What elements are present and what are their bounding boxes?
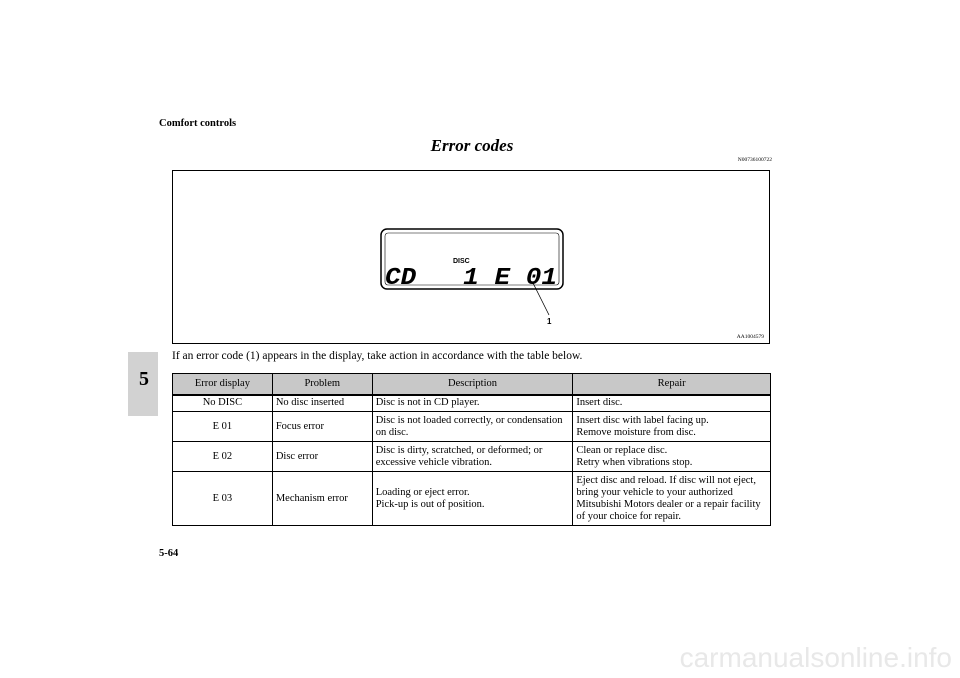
watermark[interactable]: carmanualsonline.info	[679, 642, 952, 673]
cd-display-illustration	[173, 171, 771, 345]
cell-problem: Disc error	[272, 442, 372, 472]
description-line: excessive vehicle vibration.	[375, 456, 493, 468]
table-row	[173, 472, 771, 526]
cell-repair	[573, 442, 771, 472]
cell-repair	[573, 395, 771, 412]
table-row	[173, 412, 771, 442]
repair-line: Retry when vibrations stop.	[576, 456, 693, 468]
figure-frame	[172, 170, 770, 344]
repair-line: of your choice for repair.	[576, 510, 682, 522]
repair-line: Clean or replace disc.	[576, 444, 668, 456]
chapter-number: 5	[139, 368, 149, 390]
repair-line: bring your vehicle to your authorized	[576, 486, 733, 498]
table-row	[173, 395, 771, 412]
lcd-segment-readout: CD 1 E 01	[385, 265, 557, 292]
page-number: 5-64	[159, 548, 179, 559]
cell-description	[372, 472, 573, 526]
header-repair: Repair	[573, 374, 771, 395]
cell-description	[372, 395, 573, 412]
description-line: on disc.	[375, 426, 409, 438]
repair-line: Insert disc with label facing up.	[576, 414, 709, 426]
cell-problem: Mechanism error	[272, 472, 372, 526]
figure-code: AA1004579	[736, 334, 764, 340]
cell-error-display: E 02	[173, 442, 273, 472]
cell-error-display: E 01	[173, 412, 273, 442]
header-description: Description	[372, 374, 573, 395]
callout-number: 1	[547, 317, 552, 326]
page-title: Error codes	[430, 136, 514, 155]
description-line: Disc is dirty, scratched, or deformed; or	[375, 444, 543, 456]
cell-problem: Focus error	[272, 412, 372, 442]
reference-code: N00736100722	[737, 157, 772, 163]
description-line: Disc is not loaded correctly, or condensation	[375, 414, 563, 426]
intro-text: If an error code (1) appears in the display, take action in accordance with the table below.	[172, 350, 583, 362]
cell-repair	[573, 412, 771, 442]
header-problem: Problem	[272, 374, 372, 395]
repair-line: Eject disc and reload. If disc will not eject,	[576, 474, 756, 486]
description-line: Loading or eject error.	[375, 486, 470, 498]
cell-repair	[573, 472, 771, 526]
repair-line: Insert disc.	[576, 397, 623, 409]
table-header-row	[173, 374, 771, 395]
description-line: Pick-up is out of position.	[375, 498, 485, 510]
header-error-display: Error display	[173, 374, 273, 395]
repair-line: Mitsubishi Motors dealer or a repair facility	[576, 498, 761, 510]
description-line: Disc is not in CD player.	[375, 397, 480, 409]
error-codes-table	[172, 373, 771, 526]
table-row	[173, 442, 771, 472]
repair-line: Remove moisture from disc.	[576, 426, 696, 438]
cell-error-display: No DISC	[173, 395, 273, 412]
cell-problem: No disc inserted	[272, 395, 372, 412]
lcd-disc-label: DISC	[453, 258, 470, 265]
cell-description	[372, 442, 573, 472]
cell-error-display: E 03	[173, 472, 273, 526]
section-header: Comfort controls	[159, 118, 237, 129]
cell-description	[372, 412, 573, 442]
